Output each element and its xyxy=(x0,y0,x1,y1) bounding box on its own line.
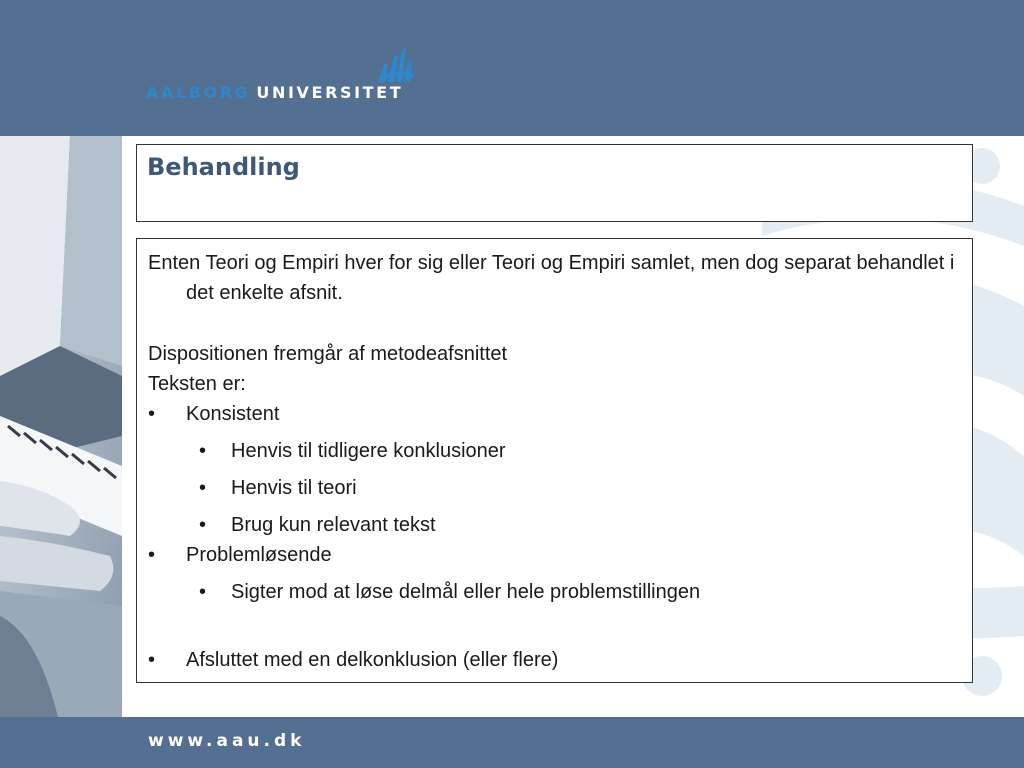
title-box xyxy=(136,144,973,222)
bullet-icon: • xyxy=(148,544,156,566)
list-item-text: Afsluttet med en delkonklusion (eller flere) xyxy=(186,649,559,671)
piano-photo xyxy=(0,136,122,726)
intro-paragraph: Enten Teori og Empiri hver for sig eller Teori og Empiri samlet, men dog separat behandlet i det enkelte afsnit. xyxy=(148,252,955,304)
university-emblem-icon xyxy=(374,46,418,84)
list-item-text: Sigter mod at løse delmål eller hele problemstillingen xyxy=(231,581,701,603)
list-item-text: Henvis til tidligere konklusioner xyxy=(231,440,506,462)
header-band xyxy=(0,0,1024,136)
teksten-line: Teksten er: xyxy=(148,373,246,395)
list-item-text: Problemløsende xyxy=(186,544,332,566)
bullet-icon: • xyxy=(199,440,207,462)
bullet-icon: • xyxy=(148,649,156,671)
slide-title: Behandling xyxy=(147,153,300,181)
footer-url[interactable]: www.aau.dk xyxy=(148,731,306,751)
footer-band xyxy=(0,717,1024,768)
logo-universitet-text: UNIVERSITET xyxy=(256,83,404,102)
disposition-line: Dispositionen fremgår af metodeafsnittet xyxy=(148,343,508,365)
bullet-icon: • xyxy=(199,514,207,536)
bullet-icon: • xyxy=(199,477,207,499)
logo-aalborg-text: AALBORG xyxy=(146,83,251,102)
bullet-icon: • xyxy=(148,403,156,425)
university-logo xyxy=(146,46,456,106)
list-item-text: Brug kun relevant tekst xyxy=(231,514,436,536)
bullet-icon: • xyxy=(199,581,207,603)
content-box xyxy=(136,238,973,683)
logo-wordmark xyxy=(146,83,403,102)
list-item-text: Konsistent xyxy=(186,403,280,425)
list-item-text: Henvis til teori xyxy=(231,477,357,499)
